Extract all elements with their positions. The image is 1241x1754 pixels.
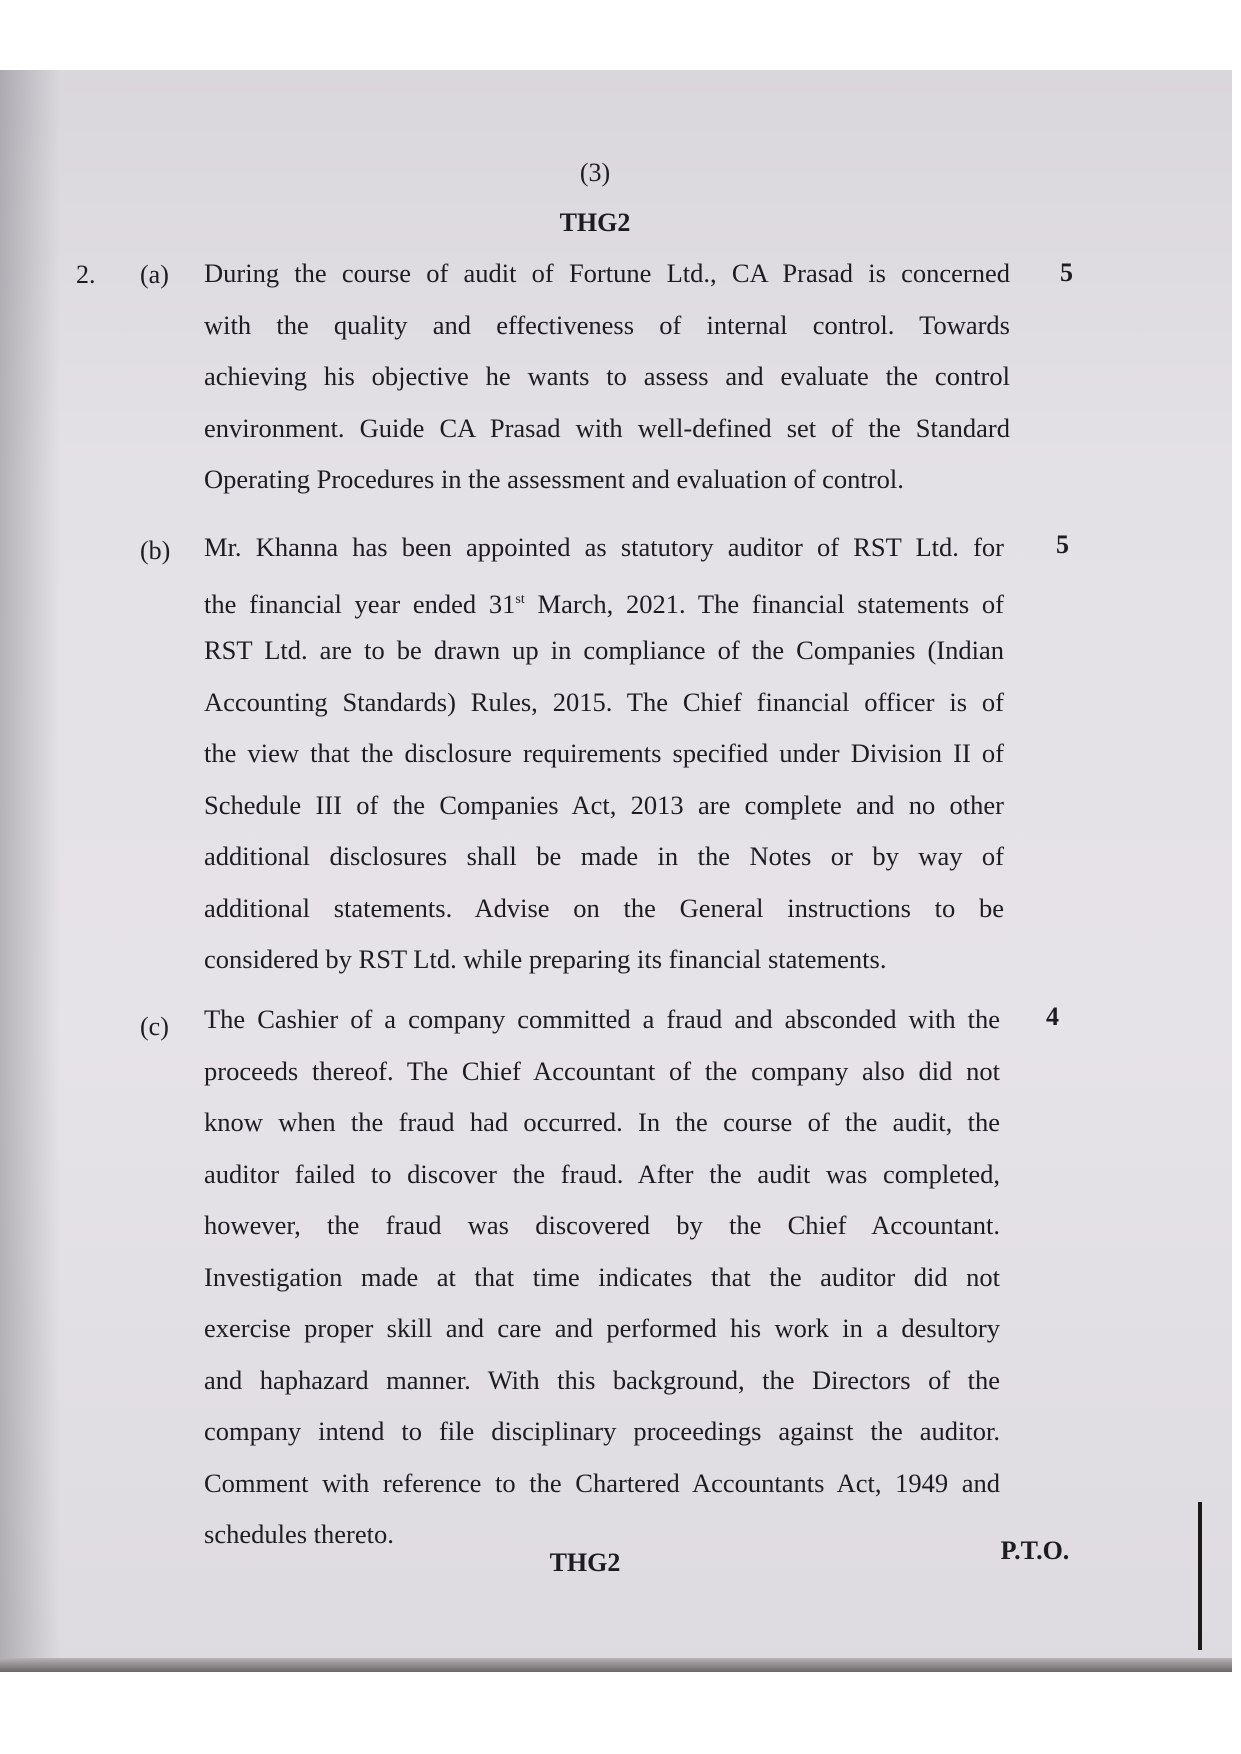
- text-line: auditor failed to discover the fraud. After the audit was completed,: [204, 1158, 1000, 1189]
- text-line: schedules thereto.: [204, 1519, 394, 1549]
- text-line: Operating Procedures in the assessment and evaluation of control.: [204, 464, 904, 494]
- scanned-page: [0, 70, 1232, 1672]
- text-line: Schedule III of the Companies Act, 2013 are complete and no other: [204, 789, 1004, 820]
- text-line: RST Ltd. are to be drawn up in compliance of the Companies (Indian: [204, 635, 1004, 665]
- text-line: know when the fraud had occurred. In the course of the audit, the: [204, 1107, 1000, 1137]
- text-line: considered by RST Ltd. while preparing its financial statements.: [204, 944, 887, 974]
- text-line: the view that the disclosure requirements specified under Division II of: [204, 738, 1004, 768]
- part-c-marks: 4: [1046, 1002, 1059, 1031]
- text-line: however, the fraud was discovered by the Chief Accountant.: [204, 1210, 1000, 1240]
- page-number: (3): [579, 158, 611, 187]
- text-line: proceeds thereof. The Chief Accountant of the company also did not: [204, 1055, 1000, 1086]
- text-line: Comment with reference to the Chartered Accountants Act, 1949 and: [204, 1467, 1000, 1498]
- text-line: company intend to file disciplinary proceedings against the auditor.: [204, 1416, 1000, 1446]
- page-edge-mark: [1198, 1502, 1202, 1650]
- part-b-label: (b): [140, 536, 171, 565]
- paper-code-header: THG2: [559, 208, 631, 237]
- text-line: additional disclosures shall be made in the Notes or by way of: [204, 841, 1004, 871]
- text-line: environment. Guide CA Prasad with well-defined set of the Standard: [204, 412, 1010, 443]
- question-number: 2.: [76, 260, 96, 289]
- text-line: and haphazard manner. With this background, the Directors of the: [204, 1364, 1000, 1395]
- part-b-text: [204, 522, 1004, 986]
- page-shadow-bottom: [0, 1658, 1232, 1672]
- text-line: Investigation made at that time indicates that the auditor did not: [204, 1261, 1000, 1292]
- part-c-label: (c): [140, 1012, 169, 1041]
- text-line: with the quality and effectiveness of internal control. Towards: [204, 309, 1010, 340]
- part-c-text: [204, 994, 1000, 1561]
- page-shadow-left: [0, 70, 60, 1672]
- text-line: the financial year ended 31st March, 2021. The financial statements of: [204, 588, 1004, 619]
- text-line: additional statements. Advise on the General instructions to be: [204, 892, 1004, 923]
- part-a-text: [204, 248, 1010, 506]
- part-a-label: (a): [140, 260, 169, 289]
- text-line: Mr. Khanna has been appointed as statutory auditor of RST Ltd. for: [204, 532, 1004, 562]
- text-line: During the course of audit of Fortune Ltd., CA Prasad is concerned: [204, 258, 1010, 288]
- text-line: The Cashier of a company committed a fraud and absconded with the: [204, 1004, 1000, 1034]
- text-line: achieving his objective he wants to assess and evaluate the control: [204, 361, 1010, 391]
- ordinal-suffix: st: [515, 591, 525, 607]
- text-line: Accounting Standards) Rules, 2015. The Chief financial officer is of: [204, 686, 1004, 717]
- please-turn-over: P.T.O.: [1000, 1536, 1070, 1565]
- paper-code-footer: THG2: [549, 1548, 621, 1577]
- part-a-marks: 5: [1060, 258, 1073, 287]
- text-line: exercise proper skill and care and performed his work in a desultory: [204, 1313, 1000, 1343]
- part-b-marks: 5: [1056, 530, 1069, 559]
